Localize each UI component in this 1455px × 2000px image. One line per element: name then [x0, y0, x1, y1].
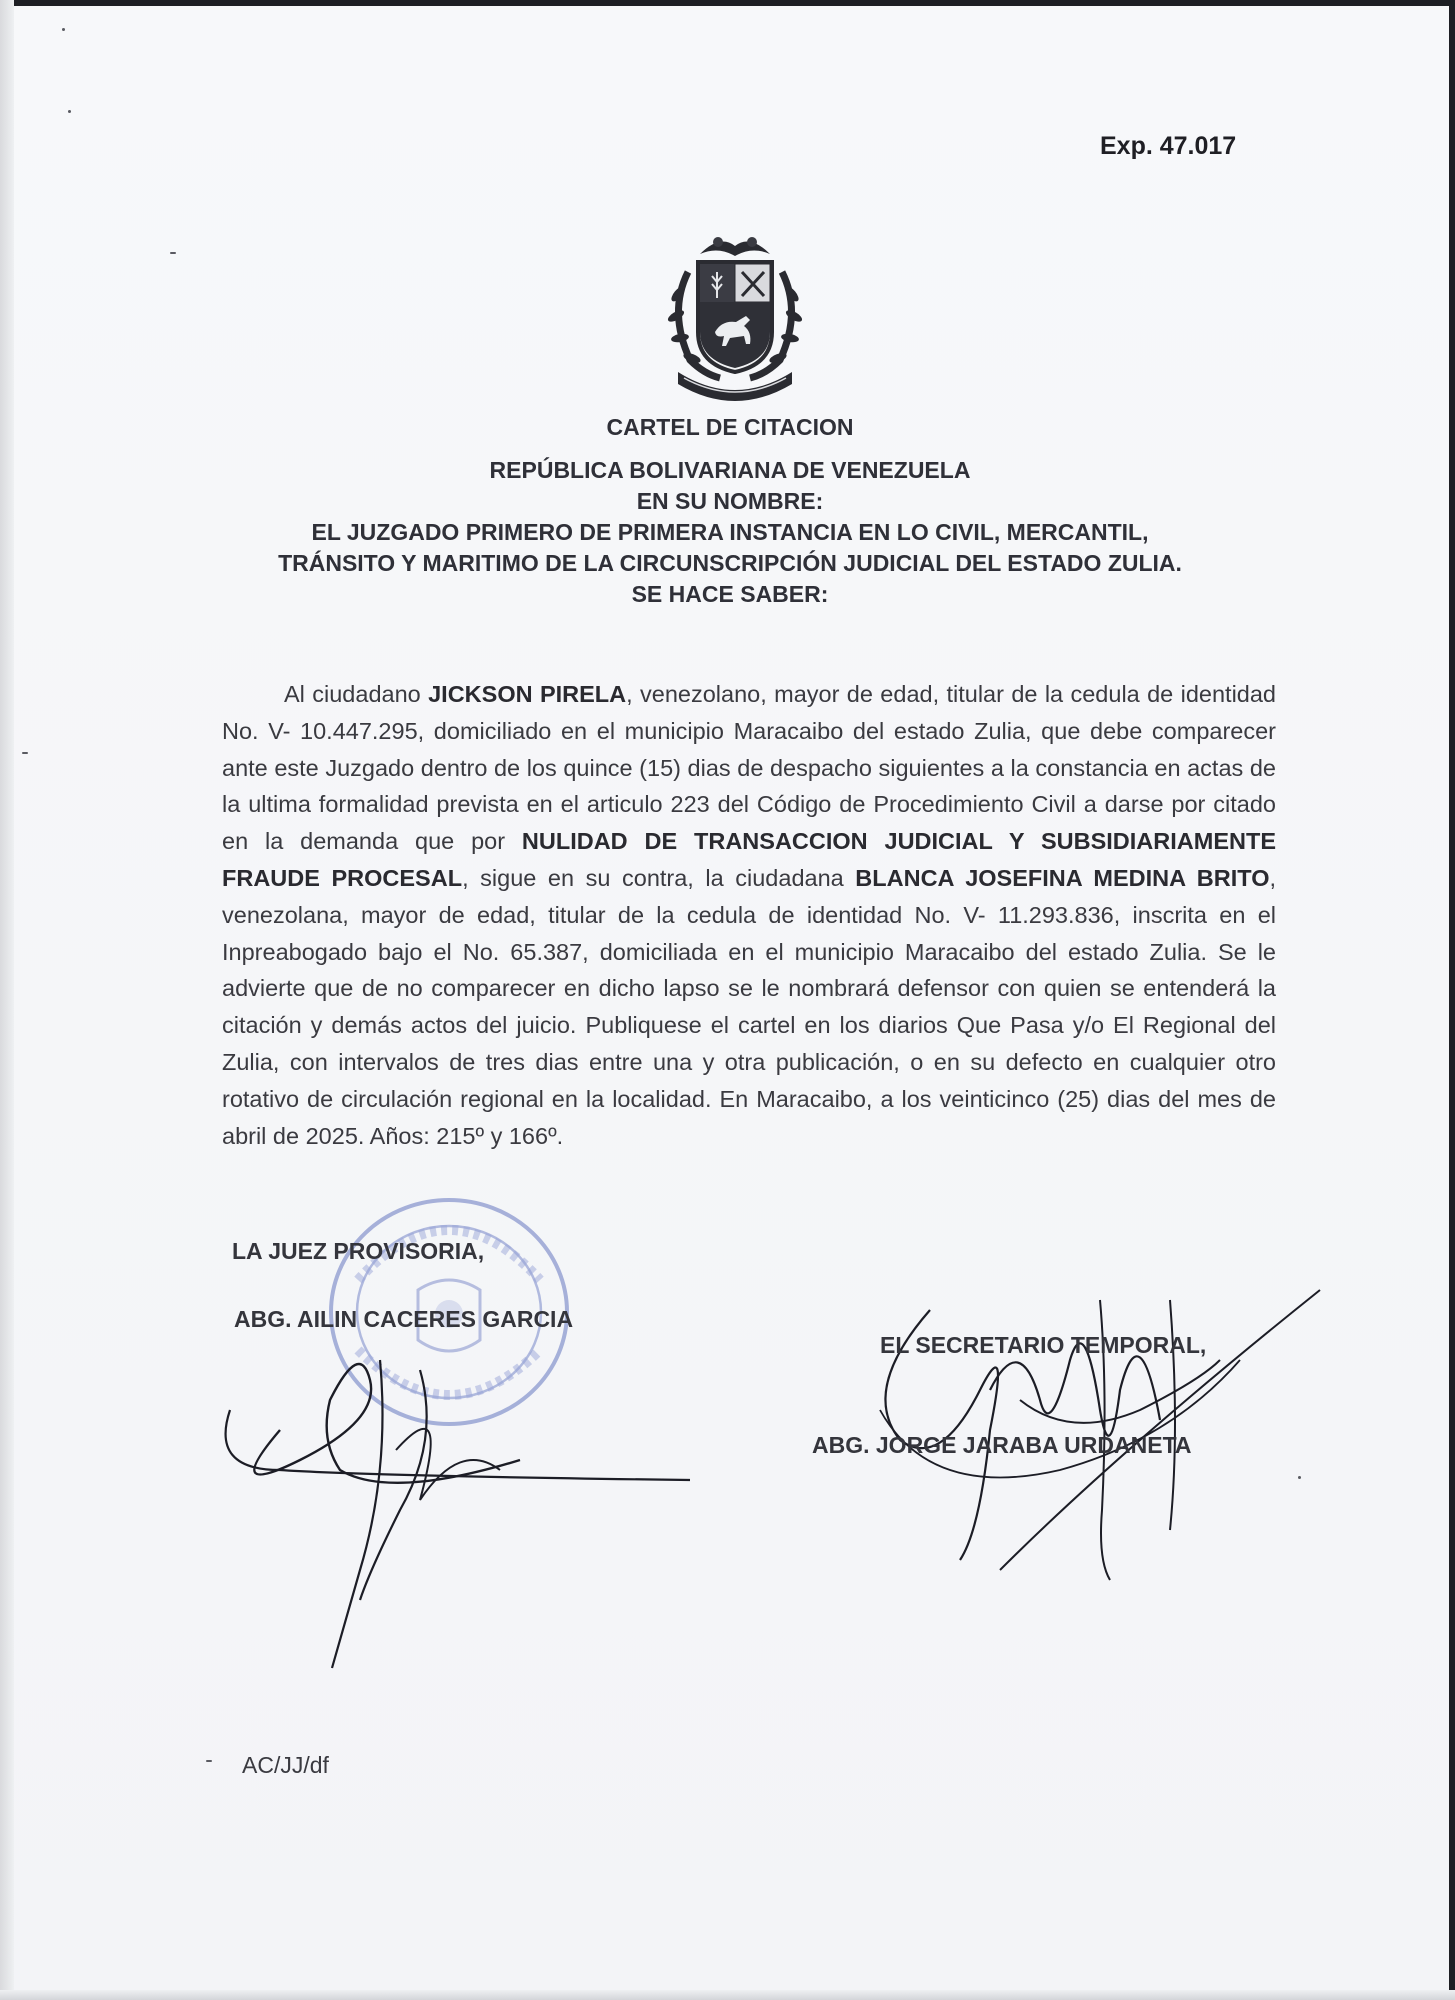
expediente-number: Exp. 47.017 [1100, 132, 1237, 160]
plaintiff-name: BLANCA JOSEFINA MEDINA BRITO [855, 864, 1270, 891]
republic-line: REPÚBLICA BOLIVARIANA DE VENEZUELA [489, 457, 971, 483]
closing-text: , venezolana, mayor de edad, titular de la cedula de identidad No. V- 11.293.836, inscrita en el Inpreabogado bajo el No. 65.387, domiciliada en el municipio Maracaibo del estado Zulia. Se le advierte que de no comparecer en dicho lapso se le nombrará defensor con quien se entenderá la citación y demás actos del juicio. Publiquese el cartel en los diarios Que Pasa y/o El Regional del Zulia, con intervalos de tres dias entre una y otra publicación, o en su defecto en cualquier otro rotativo de circulación regional en la localidad. En Maracaibo, a los veinticinco (25) dias del mes de abril de 2025. Años: 215º y 166º. [222, 864, 1277, 1149]
claim-text: NULIDAD DE TRANSACCION JUDICIAL Y SUBSIDIARIAMENTE FRAUDE PROCESAL [222, 828, 1276, 891]
intro-text: Al ciudadano [284, 681, 421, 707]
claim-connector: , sigue en su contra, la ciudadana [462, 864, 844, 891]
scan-speck [62, 28, 65, 31]
document-title: CARTEL DE CITACION [606, 414, 854, 440]
document-header [180, 412, 1280, 610]
scan-speck [68, 110, 71, 113]
scan-speck [1298, 1476, 1301, 1479]
scan-top-edge [0, 0, 1455, 6]
scan-bottom-edge [0, 1990, 1455, 2000]
defendant-details: , venezolano, mayor de edad, titular de la cedula de identidad No. V- 10.447.295, domiciliado en el municipio Maracaibo del estado Zulia, que debe comparecer ante este Juzgado dentro de los quince (15) dias de despacho siguientes a la constancia en actas de la ultima formalidad prevista en el articulo 223 del Código de Procedimiento Civil a darse por citado en la demanda que por [222, 681, 1277, 855]
scan-right-edge [1449, 0, 1455, 2000]
citation-body [222, 676, 1276, 1154]
judge-name: ABG. AILIN CACERES GARCIA [234, 1306, 574, 1332]
secretary-name: ABG. JORGE JARABA URDANETA [812, 1432, 1192, 1458]
scan-speck [170, 252, 176, 254]
defendant-name: JICKSON PIRELA [428, 681, 627, 707]
judge-title: LA JUEZ PROVISORIA, [232, 1238, 485, 1264]
citation-paragraph [222, 676, 1276, 1154]
scan-speck [22, 752, 28, 754]
court-line-1: EL JUZGADO PRIMERO DE PRIMERA INSTANCIA EN LO CIVIL, MERCANTIL, [311, 519, 1149, 545]
secretary-title: EL SECRETARIO TEMPORAL, [880, 1332, 1207, 1358]
scan-speck [206, 1760, 212, 1762]
secretary-signature [840, 1270, 1340, 1590]
court-line-2: TRÁNSITO Y MARITIMO DE LA CIRCUNSCRIPCIÓN JUDICIAL DEL ESTADO ZULIA. [278, 550, 1182, 576]
venezuela-coat-of-arms-icon [660, 232, 810, 404]
en-su-nombre-line: EN SU NOMBRE: [636, 488, 824, 514]
scan-left-edge [0, 0, 14, 2000]
se-hace-saber-line: SE HACE SABER: [631, 581, 829, 607]
reference-initials: AC/JJ/df [242, 1752, 329, 1778]
